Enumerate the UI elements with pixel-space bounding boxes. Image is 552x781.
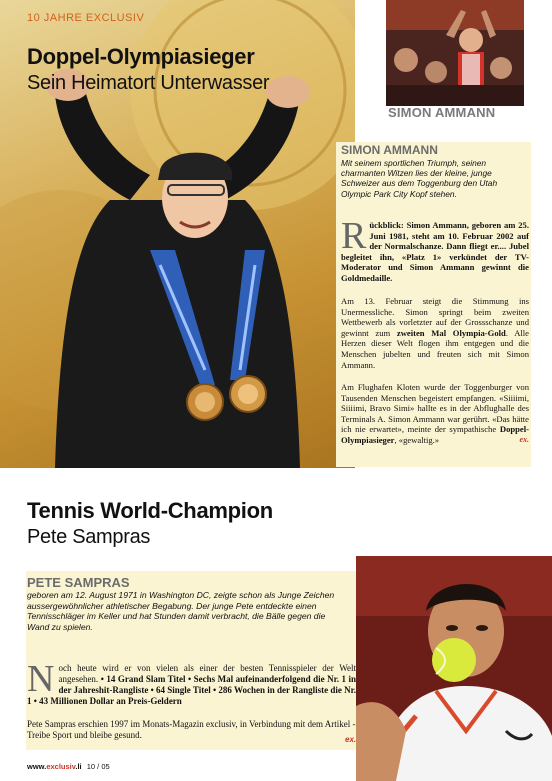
- crowd-photo-caption: SIMON AMMANN: [388, 105, 496, 120]
- ammann-intro: Mit seinem sportlichen Triumph, seinen charmanten Witzen lies der kleine, junge Schweizer aus dem Toggenburg den Utah Olympic Park City Kopf stehen.: [341, 158, 498, 199]
- footer-url-prefix: www.: [27, 762, 47, 771]
- ammann-signoff: ex.: [519, 434, 529, 444]
- ammann-paragraph-1: [341, 215, 529, 284]
- sampras-paragraph-1-bold: • 14 Grand Slam Titel • Sechs Mal aufeinanderfolgend die Nr. 1 in der Jahreshit-Rangliste • 64 Single Titel • 286 Wochen in der Rangliste die Nr. 1 • 43 Millionen Dollar an Preis-Geldern: [27, 674, 356, 706]
- ammann-paragraph-2-text-a: Am 13. Februar steigt die Stimmung ins Unermessliche. Simon springt beim zweiten Wettbewerb als vorletzter auf der Grossschanze und gewinnt zum: [341, 296, 529, 338]
- ammann-paragraph-3-bold: Doppel-Olympiasieger: [341, 424, 529, 445]
- ammann-paragraph-3-text-a: Am Flughafen Kloten wurde der Toggenburger von Tausenden Menschen begeistert empfangen. «Siiiimi, Siiiimi, Bravo Simi» hallte es in der Abflughalle des Terminals A. Simon Ammann war gerührt. «Das hätte ich nie erwartet», meinte der sympathische: [341, 382, 529, 435]
- sampras-photo: [356, 556, 552, 781]
- ammann-paragraph-2-bold: zweiten Mal Olympia-Gold: [396, 327, 506, 338]
- page-number: 10 / 05: [86, 762, 110, 771]
- drop-cap: R: [341, 215, 367, 257]
- footer-url-suffix: .li: [75, 762, 82, 771]
- sampras-box-title: PETE SAMPRAS: [27, 575, 130, 590]
- sampras-paragraph-2: Pete Sampras erschien 1997 im Monats-Magazin exclusiv, in Verbindung mit dem Artikel - Treibe Sport und bleibe gesund.: [27, 719, 356, 740]
- ammann-paragraph-3-text-b: , «gewaltig.»: [394, 434, 440, 445]
- sampras-paragraph-1-text: och heute wird er von vielen als einer der besten Tennisspieler der Welt angesehen.: [58, 663, 356, 684]
- sampras-paragraph-1: [27, 658, 356, 707]
- ammann-paragraph-2: [341, 296, 529, 370]
- section-kicker: 10 JAHRE EXCLUSIV: [27, 12, 145, 24]
- ammann-paragraph-1-text: ückblick: Simon Ammann, geboren am 25. Juni 1981, steht am 10. Februar 2002 auf der Normalschanze. Dann fliegt er.... Jubel begleitet ihn, «Platz 1» verkündet der TV-Moderator und Simon Ammann gewinnt die Goldmedaille.: [341, 220, 529, 283]
- sampras-intro: geboren am 12. August 1971 in Washington DC, zeigte schon als Junge Zeichen aussergewöhnlicher athletischer Begabung. Der junge Pete entdeckte einen Tennisschläger im Keller und hat Stunden damit verbracht, die Bälle gegen die Wand zu spielen.: [27, 590, 335, 632]
- ammann-paragraph-2-text-b: . Alle Herzen dieser Welt flogen ihm entgegen und die Menschen jubelten und freuten sich mit Simon Ammann.: [341, 327, 529, 370]
- hero-photo-ammann: [0, 0, 355, 468]
- crowd-photo: [386, 0, 524, 106]
- page-footer: [27, 762, 110, 771]
- sampras-subheadline: Pete Sampras: [27, 526, 151, 548]
- ammann-box-title: SIMON AMMANN: [341, 143, 438, 157]
- ammann-paragraph-3: [341, 382, 529, 446]
- article-title: Doppel-Olympiasieger: [27, 44, 255, 69]
- drop-cap: N: [27, 658, 55, 700]
- article-subtitle: Sein Heimatort Unterwasser: [27, 72, 270, 94]
- footer-url-brand: exclusiv: [46, 762, 76, 771]
- sampras-signoff: ex.: [345, 735, 357, 744]
- sampras-headline: Tennis World-Champion: [27, 498, 273, 523]
